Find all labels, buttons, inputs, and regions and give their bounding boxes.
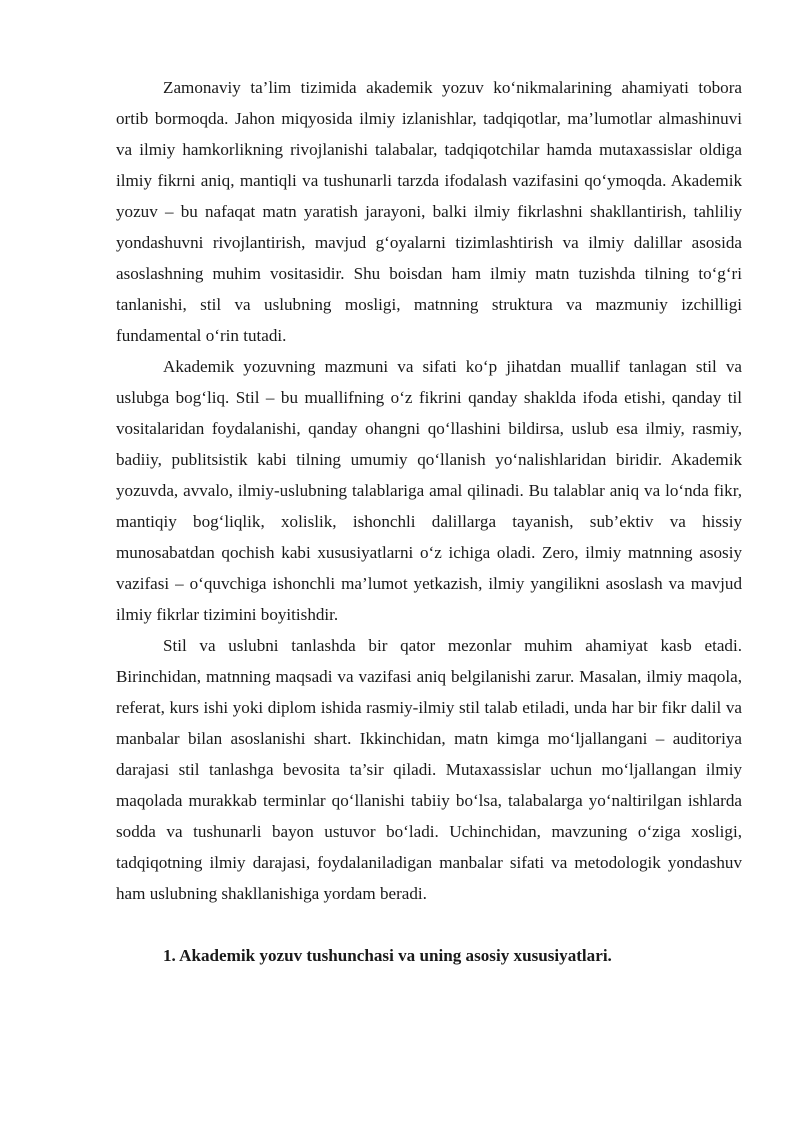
section-heading: 1. Akademik yozuv tushunchasi va uning asosiy xususiyatlari. — [163, 946, 612, 965]
paragraph-criteria: Stil va uslubni tanlashda bir qator mezonlar muhim ahamiyat kasb etadi. Birinchidan, matnning maqsadi va vazifasi aniq belgilanishi zarur. Masalan, ilmiy maqola, referat, kurs ishi yoki diplom ishida rasmiy-ilmiy stil talab etiladi, unda har bir fikr dalil va manbalar bilan asoslanishi shart. Ikkinchidan, matn kimga mo‘ljallangani – auditoriya darajasi stil tanlashga bevosita ta’sir qiladi. Mutaxassislar uchun mo‘ljallangan ilmiy maqolada murakkab terminlar qo‘llanishi tabiiy bo‘lsa, talabalarga yo‘naltirilgan ishlarda sodda va tushunarli bayon ustuvor bo‘ladi. Uchinchidan, mavzuning o‘ziga xosligi, tadqiqotning ilmiy darajasi, foydalaniladigan manbalar sifati va metodologik yondashuv ham uslubning shakllanishiga yordam beradi. — [116, 636, 742, 903]
document-body — [116, 72, 742, 971]
paragraph-intro: Zamonaviy ta’lim tizimida akademik yozuv ko‘nikmalarining ahamiyati tobora ortib bormoqda. Jahon miqyosida ilmiy izlanishlar, tadqiqotlar, ma’lumotlar almashinuvi va ilmiy hamkorlikning rivojlanishi talabalar, tadqiqotchilar hamda mutaxassislar oldiga ilmiy fikrni aniq, mantiqli va tushunarli tarzda ifodalash vazifasini qo‘ymoqda. Akademik yozuv – bu nafaqat matn yaratish jarayoni, balki ilmiy fikrlashni shakllantirish, tahliliy yondashuvni rivojlantirish, mavjud g‘oyalarni tizimlashtirish va ilmiy dalillar asosida asoslashning muhim vositasidir. Shu boisdan ham ilmiy matn tuzishda tilning to‘g‘ri tanlanishi, stil va uslubning mosligi, matnning struktura va mazmuniy izchilligi fundamental o‘rin tutadi. — [116, 78, 742, 345]
paragraph-style: Akademik yozuvning mazmuni va sifati ko‘p jihatdan muallif tanlagan stil va uslubga bog‘liq. Stil – bu muallifning o‘z fikrini qanday shaklda ifoda etishi, qanday til vositalaridan foydalanishi, qanday ohangni qo‘llashini bildirsa, uslub esa ilmiy, rasmiy, badiiy, publitsistik kabi tilning umumiy qo‘llanish yo‘nalishlaridan biridir. Akademik yozuvda, avvalo, ilmiy-uslubning talablariga amal qilinadi. Bu talablar aniq va lo‘nda fikr, mantiqiy bog‘liqlik, xolislik, ishonchli dalillarga tayanish, sub’ektiv va hissiy munosabatdan qochish kabi xususiyatlarni o‘z ichiga oladi. Zero, ilmiy matnning asosiy vazifasi – o‘quvchiga ishonchli ma’lumot yetkazish, ilmiy yangilikni asoslash va mavjud ilmiy fikrlar tizimini boyitishdir. — [116, 357, 742, 624]
